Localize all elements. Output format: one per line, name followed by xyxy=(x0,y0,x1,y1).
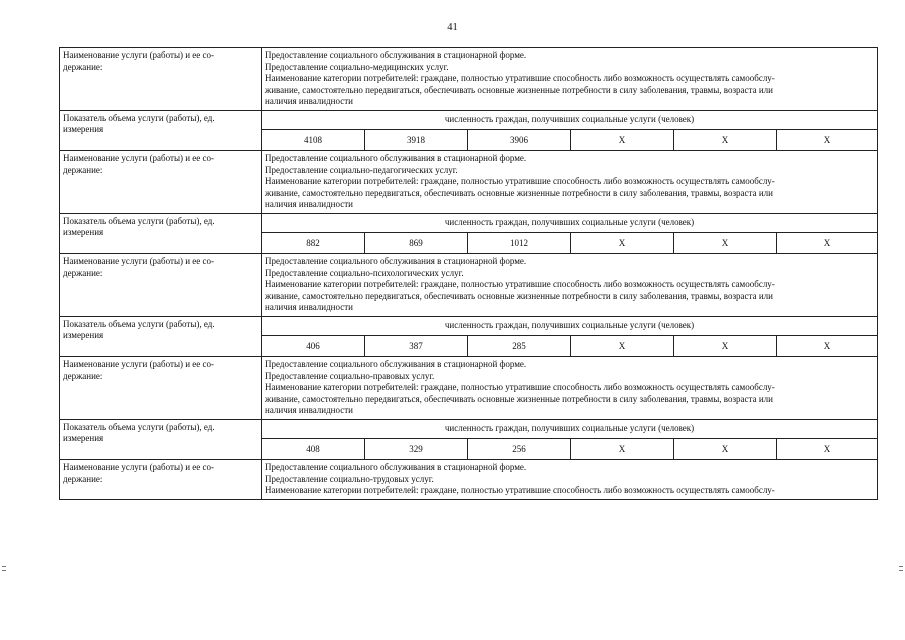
service-row xyxy=(60,48,878,111)
description-line: Предоставление социального обслуживания в стационарной форме. xyxy=(265,153,527,163)
indicator-text: численность граждан, получивших социальные услуги (человек) xyxy=(262,419,878,439)
description-line: Предоставление социального обслуживания в стационарной форме. xyxy=(265,50,527,60)
services-table xyxy=(59,47,878,500)
service-row xyxy=(60,254,878,317)
description-line: наличия инвалидности xyxy=(265,302,353,312)
service-description xyxy=(262,254,878,317)
value-cell: 329 xyxy=(365,439,468,460)
value-cell: Х xyxy=(571,130,674,151)
description-line: наличия инвалидности xyxy=(265,199,353,209)
service-description xyxy=(262,460,878,500)
description-line: Предоставление социально-трудовых услуг. xyxy=(265,473,434,484)
value-cell: Х xyxy=(571,439,674,460)
description-line: живание, самостоятельно передвигаться, обеспечивать основные жизненные потребности в силу заболевания, травмы, возраста или xyxy=(265,187,773,198)
value-cell: Х xyxy=(777,233,878,254)
indicator-label: Показатель объема услуги (работы), ед. измерения xyxy=(60,419,262,460)
description-line: живание, самостоятельно передвигаться, обеспечивать основные жизненные потребности в силу заболевания, травмы, возраста или xyxy=(265,84,773,95)
indicator-row xyxy=(60,213,878,233)
indicator-text: численность граждан, получивших социальные услуги (человек) xyxy=(262,110,878,130)
description-line: живание, самостоятельно передвигаться, обеспечивать основные жизненные потребности в силу заболевания, травмы, возраста или xyxy=(265,290,773,301)
right-edge-mark xyxy=(899,566,903,571)
page-number: 41 xyxy=(447,22,458,33)
description-line: Предоставление социально-правовых услуг. xyxy=(265,370,435,381)
service-description xyxy=(262,151,878,214)
description-line: Наименование категории потребителей: граждане, полностью утратившие способность либо возможность осуществлять самообслу- xyxy=(265,485,775,495)
indicator-row xyxy=(60,419,878,439)
service-name-label: Наименование услуги (работы) и ее со- держание: xyxy=(60,48,262,111)
description-line: Предоставление социально-педагогических услуг. xyxy=(265,164,458,175)
description-line: Предоставление социального обслуживания в стационарной форме. xyxy=(265,256,527,266)
value-cell: Х xyxy=(674,439,777,460)
service-name-label: Наименование услуги (работы) и ее со- держание: xyxy=(60,151,262,214)
description-line: Наименование категории потребителей: граждане, полностью утратившие способность либо возможность осуществлять самообслу- xyxy=(265,176,775,186)
description-line: Наименование категории потребителей: граждане, полностью утратившие способность либо возможность осуществлять самообслу- xyxy=(265,279,775,289)
service-description xyxy=(262,48,878,111)
description-line: Предоставление социально-психологических услуг. xyxy=(265,267,464,278)
description-line: наличия инвалидности xyxy=(265,96,353,106)
value-cell: Х xyxy=(777,336,878,357)
description-line: наличия инвалидности xyxy=(265,405,353,415)
value-cell: 408 xyxy=(262,439,365,460)
indicator-label: Показатель объема услуги (работы), ед. измерения xyxy=(60,213,262,254)
value-cell: 387 xyxy=(365,336,468,357)
description-line: Предоставление социального обслуживания в стационарной форме. xyxy=(265,462,527,472)
service-description xyxy=(262,357,878,420)
service-row xyxy=(60,357,878,420)
value-cell: Х xyxy=(777,439,878,460)
value-cell: 1012 xyxy=(468,233,571,254)
value-cell: 406 xyxy=(262,336,365,357)
value-cell: 4108 xyxy=(262,130,365,151)
indicator-text: численность граждан, получивших социальные услуги (человек) xyxy=(262,213,878,233)
description-line: Предоставление социально-медицинских услуг. xyxy=(265,61,449,72)
service-name-label: Наименование услуги (работы) и ее со- держание: xyxy=(60,357,262,420)
description-line: Предоставление социального обслуживания в стационарной форме. xyxy=(265,359,527,369)
value-cell: 3906 xyxy=(468,130,571,151)
description-line: Наименование категории потребителей: граждане, полностью утратившие способность либо возможность осуществлять самообслу- xyxy=(265,382,775,392)
value-cell: 869 xyxy=(365,233,468,254)
value-cell: Х xyxy=(674,233,777,254)
service-name-label: Наименование услуги (работы) и ее со- держание: xyxy=(60,254,262,317)
value-cell: 882 xyxy=(262,233,365,254)
value-cell: Х xyxy=(777,130,878,151)
value-cell: Х xyxy=(571,336,674,357)
value-cell: Х xyxy=(674,336,777,357)
indicator-row xyxy=(60,110,878,130)
left-edge-mark xyxy=(2,566,6,571)
service-row xyxy=(60,151,878,214)
value-cell: 3918 xyxy=(365,130,468,151)
service-row-final xyxy=(60,460,878,500)
indicator-label: Показатель объема услуги (работы), ед. измерения xyxy=(60,316,262,357)
service-name-label: Наименование услуги (работы) и ее со- держание: xyxy=(60,460,262,500)
description-line: живание, самостоятельно передвигаться, обеспечивать основные жизненные потребности в силу заболевания, травмы, возраста или xyxy=(265,393,773,404)
indicator-row xyxy=(60,316,878,336)
value-cell: Х xyxy=(674,130,777,151)
description-line: Наименование категории потребителей: граждане, полностью утратившие способность либо возможность осуществлять самообслу- xyxy=(265,73,775,83)
services-table-body xyxy=(60,48,878,500)
value-cell: 285 xyxy=(468,336,571,357)
value-cell: 256 xyxy=(468,439,571,460)
value-cell: Х xyxy=(571,233,674,254)
indicator-label: Показатель объема услуги (работы), ед. измерения xyxy=(60,110,262,151)
indicator-text: численность граждан, получивших социальные услуги (человек) xyxy=(262,316,878,336)
